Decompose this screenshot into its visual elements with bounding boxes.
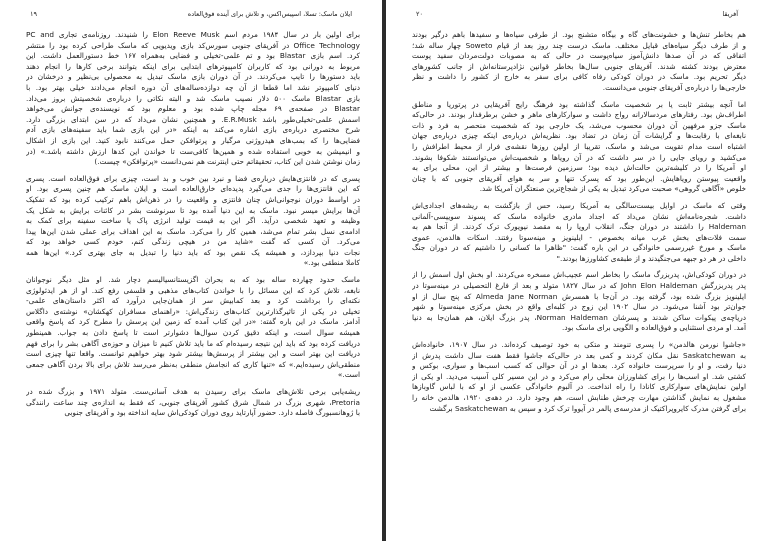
text-line: ریشه‌یابی برخی تلاش‌های ماسک برای رسیدن به هدف آسانی‌ست. متولد ۱۹۷۱ و بزرگ شده در <box>26 387 360 396</box>
text-line: می‌کرد. آن کسی که گفت «شاید من در هیچی زندگی کنم، خودم کسی خواهد بود که <box>26 237 360 247</box>
text-line: همیشه سوال است، و اینکه دقیق کردن سوال‌ها دشوارتر است تا پاسخ دادن به جواب. همینطور <box>26 328 360 338</box>
text-line: ماسک حدود چهارده ساله بود که به بحران اگزیستانسیالیسم دچار شد. او مثل دیگر نوجوانان <box>26 275 360 285</box>
text-line: داشت. شجره‌نامه‌اش نشان می‌داد که اجداد مادری خانواده ماسک که پسوند سوییسی-آلمانی <box>412 211 746 221</box>
text-line: خلوص «آگاهی گروهی» صحبت می‌کرد تبدیل به یکی از شجاع‌ترین صنعتگران آمریکا شد. <box>479 184 746 194</box>
text-line: آمد. او مردی استثنایی و فوق‌العاده و الگویی برای ماسک بود. <box>562 323 746 333</box>
text-line: واقعیت پیوستن رویاهایش. این‌طور بود که پسرک تنها و سر به هوای آفریقای جنوبی که با چنان <box>412 173 746 183</box>
text-line: بازی Blastar ماسک ۵۰۰ دلار نصیب ماسک شد و البته نکاتی را درباره‌ی شخصیتش بروز می‌داد. <box>26 93 360 103</box>
text-line: خارجی‌ها را درباره‌ی آفریقای جنوبی می‌دانست. <box>602 82 746 92</box>
text-line: آن‌ها برایش میسر نبود. ماسک به این دنیا آمده بود تا سرنوشت بشر در کائنات برایش به شکل یک <box>26 205 360 215</box>
page-body <box>26 30 360 531</box>
text-line: ادامه‌ی نسل بشر تمام می‌شد، همین کار را می‌کرد. ماسک به این اهداف برای عملی شدن این‌ها پیدا <box>26 226 360 236</box>
text-line: فضایی‌ها را که بمب‌های هیدروژنی مرگبار و پرتوافکن حمل می‌کنند نابود کنید. این بازی از اشکال <box>26 135 360 145</box>
text-line: ماسک و مورخ غیررسمی خانوادگی در این باره گفت: "ظاهرا ما کسانی را داشتیم که در دوران جنگ <box>412 243 746 253</box>
left-page <box>0 0 382 541</box>
text-line: می‌کشید و رویای جایی را در سر داشت که در آن رویاها و شخصیت‌اش می‌توانستند شکوفا بشوند. <box>412 152 746 162</box>
text-line: Pretoria، شهری بزرگ در شمال شرق کشور آفریقای جنوبی، که فقط به اندازه‌ی چند ساعت رانندگی <box>26 397 360 407</box>
text-line: اتفاقی که در آن صدها دانش‌آموز سیاه‌پوست در حالی که به مصوبات دولت‌مردان سفید پوست <box>412 51 746 61</box>
page-body <box>412 30 746 531</box>
text-line: اما آنچه بیشتر ثابت یا بر شخصیت ماسک گذاشته بود فرهنگ رایج آفریقایی در پرتوریا و مناطق <box>412 99 746 109</box>
paragraph <box>26 30 360 168</box>
text-line: تخیلی در یکی از تاثیرگذارترین کتاب‌های زندگی‌اش: «راهنمای مسافران کهکشان» نوشته‌ی داگلاس <box>26 306 360 316</box>
text-line: نابغه‌ای با رقابت‌ها و گرایشات آن زمان در تضاد بود. نظریه‌اش درباره‌ی اینکه چیزی درباره‌ی جهان <box>412 131 746 141</box>
text-line: با ژوهانسبورگ فاصله دارد. حضور آپارتاید روی دوران کودکی‌اش سایه انداخته بود و آفریقای جنوبی <box>64 408 360 418</box>
page-header <box>410 10 744 22</box>
page-header <box>24 10 358 22</box>
text-line: «جاشوا نورمن هالدمن» را پسری تنومند و متکی به خود توصیف کرده‌اند. در سال ۱۹۰۷، خانواده‌اش <box>412 340 746 350</box>
text-line: نابغه، تلاش کرد که این مسائل را با خواندن کتاب‌های مذهبی و فلسفی رفع کند. او از هر ایدئولوژی <box>26 285 360 295</box>
text-line: که این فانتزی‌ها را جدی می‌گیرد پدیده‌ای خارق‌العاده است و ایلان ماسک هم چنین پسری بود. او <box>26 184 360 194</box>
text-line: برای گرفتن مدرک کایروپراکتیک از مدرسه‌ی پالمر در آیووا ترک کرد و سپس به Saskatchewan برگشت <box>429 403 746 413</box>
text-line: ماسک جزو مرفهین آن دوران محسوب می‌شد، یک خارجی بود که شخصیت منحصر به فرد و ذات <box>412 120 746 130</box>
text-line: او آمریکا را در کلیشه‌ترین حالت‌اش دیده بود؛ سرزمین فرصت‌ها و بیشتر از این، محلی برای به <box>412 163 746 173</box>
text-line: معترض بودند کشته شدند. آفریقای جنوبی سال‌ها بخاطر قوانین نژادپرستانه‌اش از جانب کشورهای <box>412 61 746 71</box>
text-line: اطراف‌ش بود. رفتارهای مردسالارانه رواج داشت و سوارکارهای ماهر و خشن برطرفدار بودند. در حالی‌که <box>412 110 746 120</box>
text-line: کشتی شد. او اسب‌ها را برای کشاورزان محلی رام می‌کرد و در این مسیر کلی آسیب می‌دید. او یکی از <box>412 371 746 381</box>
text-line: پدر پدربزرگش John Elon Haldeman که در سال ۱۸۲۷ متولد و بعد از فارغ التحصیلی در مینه‌سوتا در <box>412 281 746 291</box>
text-line: به Saskatchewan نقل مکان کردند و کمی بعد در حالی‌که جاشوا فقط هفت سال داشت پدرش از <box>412 350 746 360</box>
text-line: نجات دنیا بپردازد، و همیشه یک نقص بود که باید دنیا را تبدیل به جای بهتری کرد.» این‌ها همه <box>26 247 360 257</box>
text-line: Blastar در صفحه‌ی ۶۹ مجله چاپ شده بود و معلوم بود که نویسنده‌ی جوانش می‌خواهد <box>26 104 360 114</box>
text-line: جوان‌تر بود آشنا می‌شود. در سال ۱۹۰۲ این زوج در کلبه‌ای واقع در بخش مرکزی مینه‌سوتا و شهر <box>412 302 746 312</box>
text-line: است.» <box>337 370 360 380</box>
text-line: سمت فلات‌های بخش غرب میانه بخصوص - ایلینویز و مینه‌سوتا رفتند. اسکات هالدمن، عموی <box>412 232 746 242</box>
right-page <box>386 0 768 541</box>
text-line: دریافت کرده بود که باید این نتیجه رسیده‌ام که ما باید تلاش کنیم تا میزان و حوزه‌ی آگاهی بشر را برای فهم <box>26 338 360 348</box>
running-title: آفریقا <box>722 10 738 18</box>
text-line: Haldeman را داشتند در دوران جنگ، انقلاب اروپا را به مقصد نیویورک ترک کردند. از آنجا هم به <box>412 222 746 232</box>
text-line: دیگر تحریم بود. ماسک در دوران کودکی رفاه کافی برای سفر به خارج از کشور را داشت و نظر <box>412 72 746 82</box>
page-number: ۱۹ <box>30 10 37 18</box>
text-line: مشغول به نمایش گذاشتن مهارت چرخش طنابش است، هم وجود دارد. در دهه‌ی ۱۹۲۰، هالدمن خانه را <box>412 393 746 402</box>
text-line: برای اولین بار در سال ۱۹۸۴ مردم اسم Elon Reeve Musk را شنیدند. روزنامه‌ی تجاری PC and <box>26 30 360 39</box>
text-line: دنیا رفت، و او را سرپرست خانواده کرد. بعدها او در آن حوالی که کسب اسب‌ها و سواری، بوکس و <box>412 361 746 371</box>
text-line: زمان نوشتن شدن این کتاب، تحقیقاتم حتی اینترنت هم نمی‌دانست «پرتوافکن» چیست.) <box>94 157 360 167</box>
paragraph <box>412 201 746 265</box>
text-line: در دوران کودکی‌اش، پدربزرگ ماسک را بخاطر اسم عجیب‌اش مسخره می‌کردند. او بخش اول اسمش را از <box>412 270 746 280</box>
text-line: و از طرف دیگر سیاه‌های قبایل مختلف. ماسک درست چند روز بعد از قیام Soweto چهار ساله شد؛ <box>412 40 746 50</box>
paragraph <box>412 30 746 94</box>
text-line: هم بخاطر تنش‌ها و خشونت‌های گاه و بیگاه متشنج بود. از طرفی سیاه‌ها و سفیدها باهم درگیر بودند <box>412 30 746 39</box>
page-number: ۲۰ <box>416 10 423 18</box>
text-line: دنیای کامپیوتر نشد اما قطعا از آن چه دوازده‌ساله‌های آن دوره انجام می‌دادند خیلی بهتر بود. با <box>26 82 360 92</box>
paragraph <box>412 270 746 334</box>
paragraph <box>412 340 746 414</box>
text-line: نکته‌ای را برداشت کرد و بعد کمابیش سر از همان‌جایی درآورد که اکثر داستان‌های علمی- <box>26 296 360 306</box>
text-line: داخلی در هر دو جبهه می‌جنگیدند و از طبقه‌ی کشاورزها بودند." <box>556 253 746 263</box>
text-line: کرد. اسم بازی Blastar بود و تم علمی-تخیلی و فضایی به‌همراه ۱۶۷ خط دستورالعمل داشت. این <box>26 51 360 61</box>
text-line: دریاچه‌ی پیکوات ساکن شدند و پسرشان Norman Haldeman، پدر بزرگ ایلان، هم همان‌جا به دنیا <box>412 312 746 322</box>
text-line: اسمش علمی-تخیلی‌طور باشد E.R.Musk. و همچنین نشان می‌داد که در سن ابتدای بزرگی دارد. <box>26 114 360 124</box>
text-line: وقتی که ماسک در اوایل بیست‌سالگی به آمریکا رسید، حس از بازگشت به ریشه‌های اجدادی‌اش <box>412 200 746 210</box>
text-line: کاملا منطقی بود.» <box>303 258 360 268</box>
text-line: باید دستورها را تایپ می‌کردند. در آن دوران بازی ماسک تبدیل به محصولی بی‌نظیر و درخشان در <box>26 72 360 82</box>
paragraph <box>412 100 746 195</box>
paragraph <box>26 275 360 381</box>
text-line: مربوط به دورانی بود که کاربران کامپیوترهای ابتدایی برای اینکه بتوانند برخی کارها را انجام دهند <box>26 61 360 71</box>
text-line: شرح مختصری درباره‌ی بازی اشاره می‌کند به اینکه «در این بازی شما باید سفینه‌های بازی آدم <box>26 125 360 135</box>
text-line: و انیمیشن به خوبی استفاده شده و همین‌ها کافی‌ست تا خواندن این کدها ارزش داشته باشد.» (در <box>26 146 360 156</box>
text-line: وظیفه و تعهد شخصی درآید. اگر این به قیمت تولید انرژی پاک یا ساخت سفینه برای کمک به <box>26 216 360 226</box>
text-line: دریافت این بهتر است و این بیشتر از پرسش‌ها بیشتر شود بهتر خواهیم توانست. واقعا تنها چیزی است <box>26 349 360 359</box>
text-line: منطقی‌اش رسیده‌ایم.» که «تنها کاری که انجامش منطقی به‌نظر می‌رسد تلاش برای بالا بردن آگاهی جمعی <box>26 359 360 369</box>
text-line: اولین نمایش‌های سوارکاری کانادا را راه انداخت. در آلبوم خانوادگی عکسی از او که با لباس گاوبازها <box>412 382 746 392</box>
text-line: اشتباه است مدام تقویت می‌شد و ماسک، تقریبا از اولین روزها نقشه‌ی فرار از محیط اطرافش را <box>412 141 746 151</box>
text-line: ایلینویز بزرگ شده بود، گرفته بود. در آن‌جا با همسرش Almeda Jane Norman که پنج سال از او <box>412 291 746 301</box>
paragraph <box>26 174 360 269</box>
text-line: در اواسط دوران نوجوانی‌اش چنان فانتزی و واقعیت را در ذهن‌اش باهم ترکیب کرده بود که تفکیک <box>26 194 360 204</box>
text-line: Office Technology در آفریقای جنوبی سورس‌کد بازی ویدیویی که ماسک طراحی کرده بود را منتشر <box>26 40 360 50</box>
paragraph <box>26 387 360 419</box>
running-title: ایلان ماسک: تسلا، اسپیس‌اکس، و تلاش برای آینده فوق‌العاده <box>187 10 352 18</box>
text-line: پسری که در فانتزی‌هایش درباره‌ی فضا و نبرد بین خوب و بد است، چیزی برای فوق‌العاده است. پسری <box>26 173 360 183</box>
text-line: آدامز. ماسک در این باره گفته: «در این کتاب آمده که زمین این پرسش را مطرح کرد که پاسخ واقعی <box>26 317 360 327</box>
